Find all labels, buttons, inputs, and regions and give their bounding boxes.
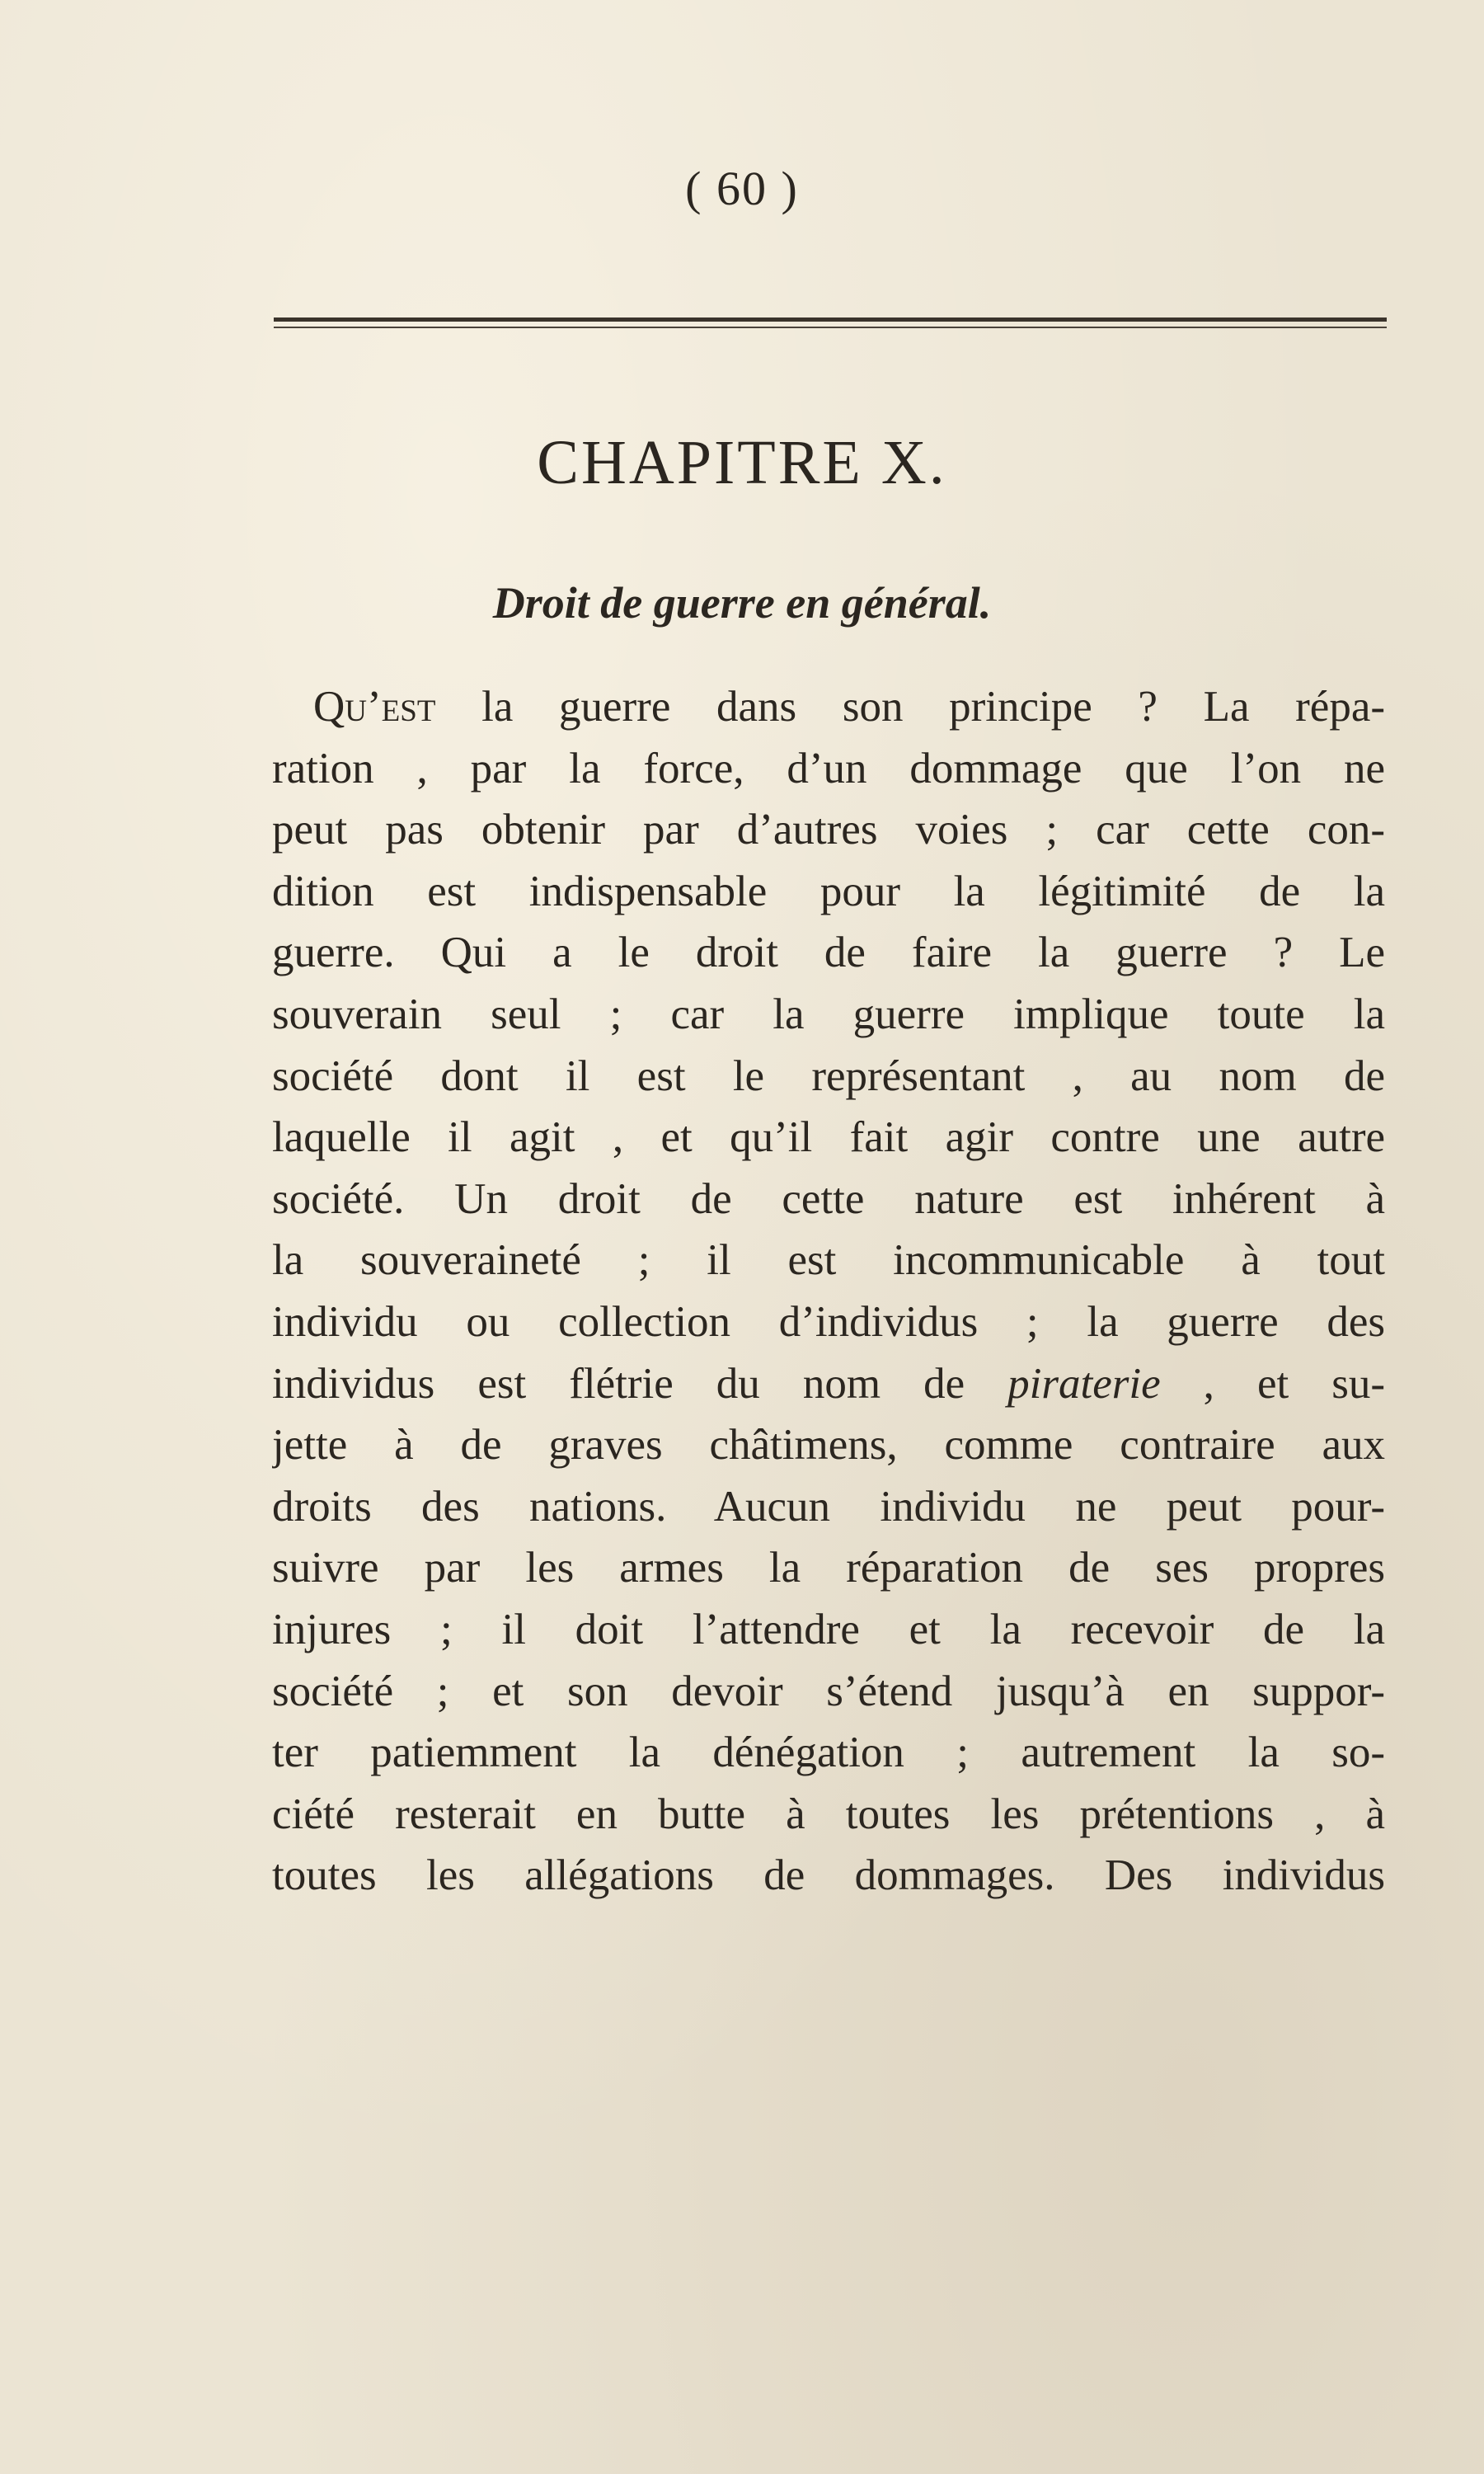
text-line: ciété resterait en butte à toutes les prétentions , à: [272, 1790, 1385, 1838]
page-number: ( 60 ): [685, 162, 799, 215]
text-line: toutes les allégations de dommages. Des individus: [272, 1851, 1385, 1900]
text-line: société dont il est le représentant , au nom de: [272, 1051, 1385, 1100]
text-line: droits des nations. Aucun individu ne peut pour-: [272, 1482, 1385, 1531]
text-line: peut pas obtenir par d’autres voies ; car cette con-: [272, 806, 1385, 854]
chapter-title: CHAPITRE X.: [537, 428, 947, 497]
text-line: individu ou collection d’individus ; la guerre des: [272, 1297, 1385, 1346]
line-text-after: , et su-: [1160, 1359, 1385, 1408]
text-line: ter patiemment la dénégation ; autrement la so-: [272, 1729, 1385, 1777]
text-line: [272, 676, 1385, 738]
text-line: société. Un droit de cette nature est inhérent à: [272, 1174, 1385, 1223]
text-line: suivre par les armes la réparation de ses propres: [272, 1544, 1385, 1592]
header-rule-thick: [274, 317, 1387, 322]
text-line: [272, 1353, 1385, 1415]
text-line: guerre. Qui a le droit de faire la guerre ? Le: [272, 929, 1385, 977]
text-line: souverain seul ; car la guerre implique toute la: [272, 990, 1385, 1038]
text-line: société ; et son devoir s’étend jusqu’à en suppor-: [272, 1667, 1385, 1715]
line-text: la guerre dans son principe ? La répa-: [435, 683, 1385, 731]
body-text: [272, 676, 1385, 1907]
lead-smallcaps: Qu’est: [313, 683, 436, 731]
text-line: laquelle il agit , et qu’il fait agir contre une autre: [272, 1113, 1385, 1162]
text-line: dition est indispensable pour la légitimité de la: [272, 867, 1385, 915]
header-rule-thin: [274, 327, 1387, 328]
text-line: ration , par la force, d’un dommage que l’on ne: [272, 744, 1385, 793]
text-line: la souveraineté ; il est incommunicable à tout: [272, 1236, 1385, 1285]
line-text-before: individus est flétrie du nom de: [272, 1359, 1008, 1408]
text-line: injures ; il doit l’attendre et la recevoir de la: [272, 1605, 1385, 1653]
chapter-subtitle: Droit de guerre en général.: [492, 578, 992, 628]
italic-term: piraterie: [1007, 1359, 1161, 1408]
text-line: jette à de graves châtimens, comme contraire aux: [272, 1421, 1385, 1470]
